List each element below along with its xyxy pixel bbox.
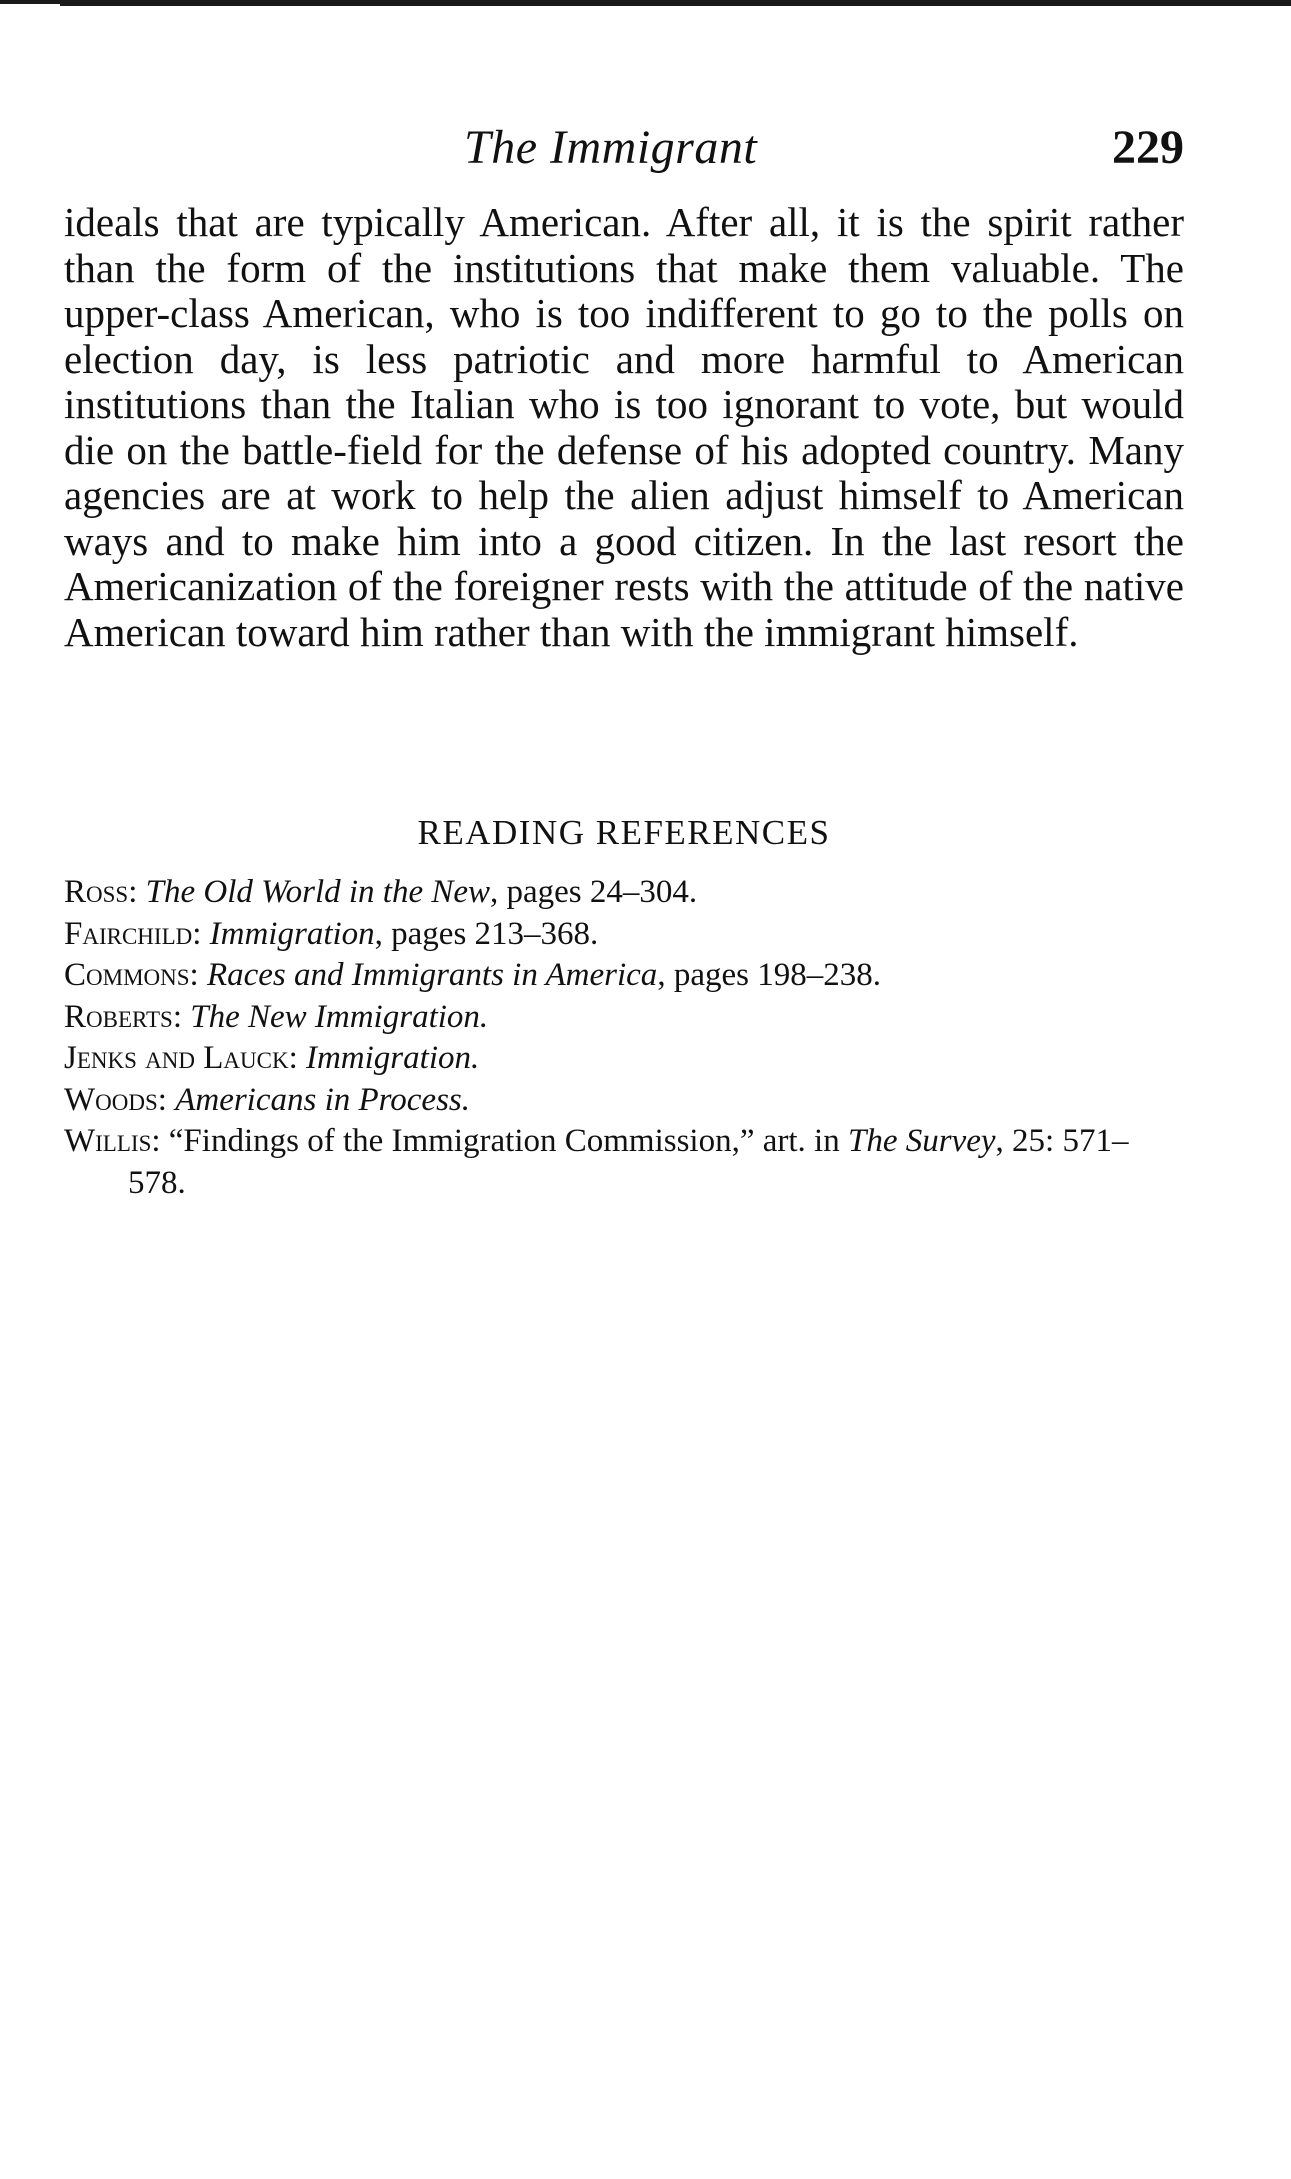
reference-post: , pages 213–368.	[374, 915, 599, 952]
page-header	[64, 118, 1184, 178]
top-rule	[0, 0, 1291, 6]
reading-references-list	[64, 872, 1184, 1204]
reference-post: , 25: 571–578.	[128, 1123, 1129, 1201]
reference-item	[64, 1121, 1184, 1204]
reference-item	[64, 955, 1184, 997]
reference-separator: :	[192, 915, 210, 952]
reference-title: The New Immigration.	[190, 998, 489, 1035]
reference-item	[64, 914, 1184, 956]
running-title: The Immigrant	[464, 121, 758, 174]
reference-post: , pages 198–238.	[657, 957, 881, 993]
reference-title: The Survey	[847, 1123, 996, 1159]
reference-author: Commons	[64, 957, 190, 993]
reading-references-heading: READING REFERENCES	[417, 813, 831, 852]
reference-title: Races and Immigrants in America	[206, 957, 658, 993]
reference-item	[64, 872, 1184, 914]
reference-author: Jenks and Lauck	[64, 1040, 289, 1076]
reference-item	[64, 1038, 1184, 1080]
reference-separator: :	[288, 1040, 306, 1076]
page-number: 229	[1112, 121, 1184, 174]
body-paragraph: ideals that are typically American. After all, it is the spirit rather than the form of the institutions that make them valuable. The upper-class American, who is too indifferent to go to the polls on election day, is less patriotic and more harmful to American institutions than the Italian who is too ignorant to vote, but would die on the battle-field for the defense of his adopted country. Many agencies are at work to help the alien adjust himself to American ways and to make him into a good citizen. In the last resort the Americanization of the foreigner rests with the attitude of the native American toward him rather than with the immigrant himself.	[64, 199, 1184, 655]
top-rule-gap	[0, 4, 60, 7]
reference-separator: :	[157, 1081, 176, 1118]
reference-title: Americans in Process.	[175, 1081, 471, 1118]
reference-author: Ross	[64, 874, 129, 910]
reference-title: Immigration.	[305, 1040, 480, 1076]
reference-separator: :	[172, 998, 191, 1035]
reference-pre: “Findings of the Immigration Commission,” art. in	[168, 1123, 848, 1159]
reference-separator: :	[128, 874, 146, 910]
reference-author: Roberts	[64, 998, 173, 1035]
reference-title: Immigration	[209, 915, 375, 952]
reference-author: Woods	[64, 1081, 158, 1118]
reference-item	[64, 1080, 1184, 1122]
reference-post: , pages 24–304.	[490, 874, 698, 910]
reference-author: Fairchild	[64, 915, 193, 952]
reference-separator: :	[189, 957, 207, 993]
reference-separator: :	[151, 1123, 169, 1159]
reference-title: The Old World in the New	[145, 874, 491, 910]
reference-author: Willis	[64, 1123, 152, 1159]
reference-item	[64, 997, 1184, 1039]
